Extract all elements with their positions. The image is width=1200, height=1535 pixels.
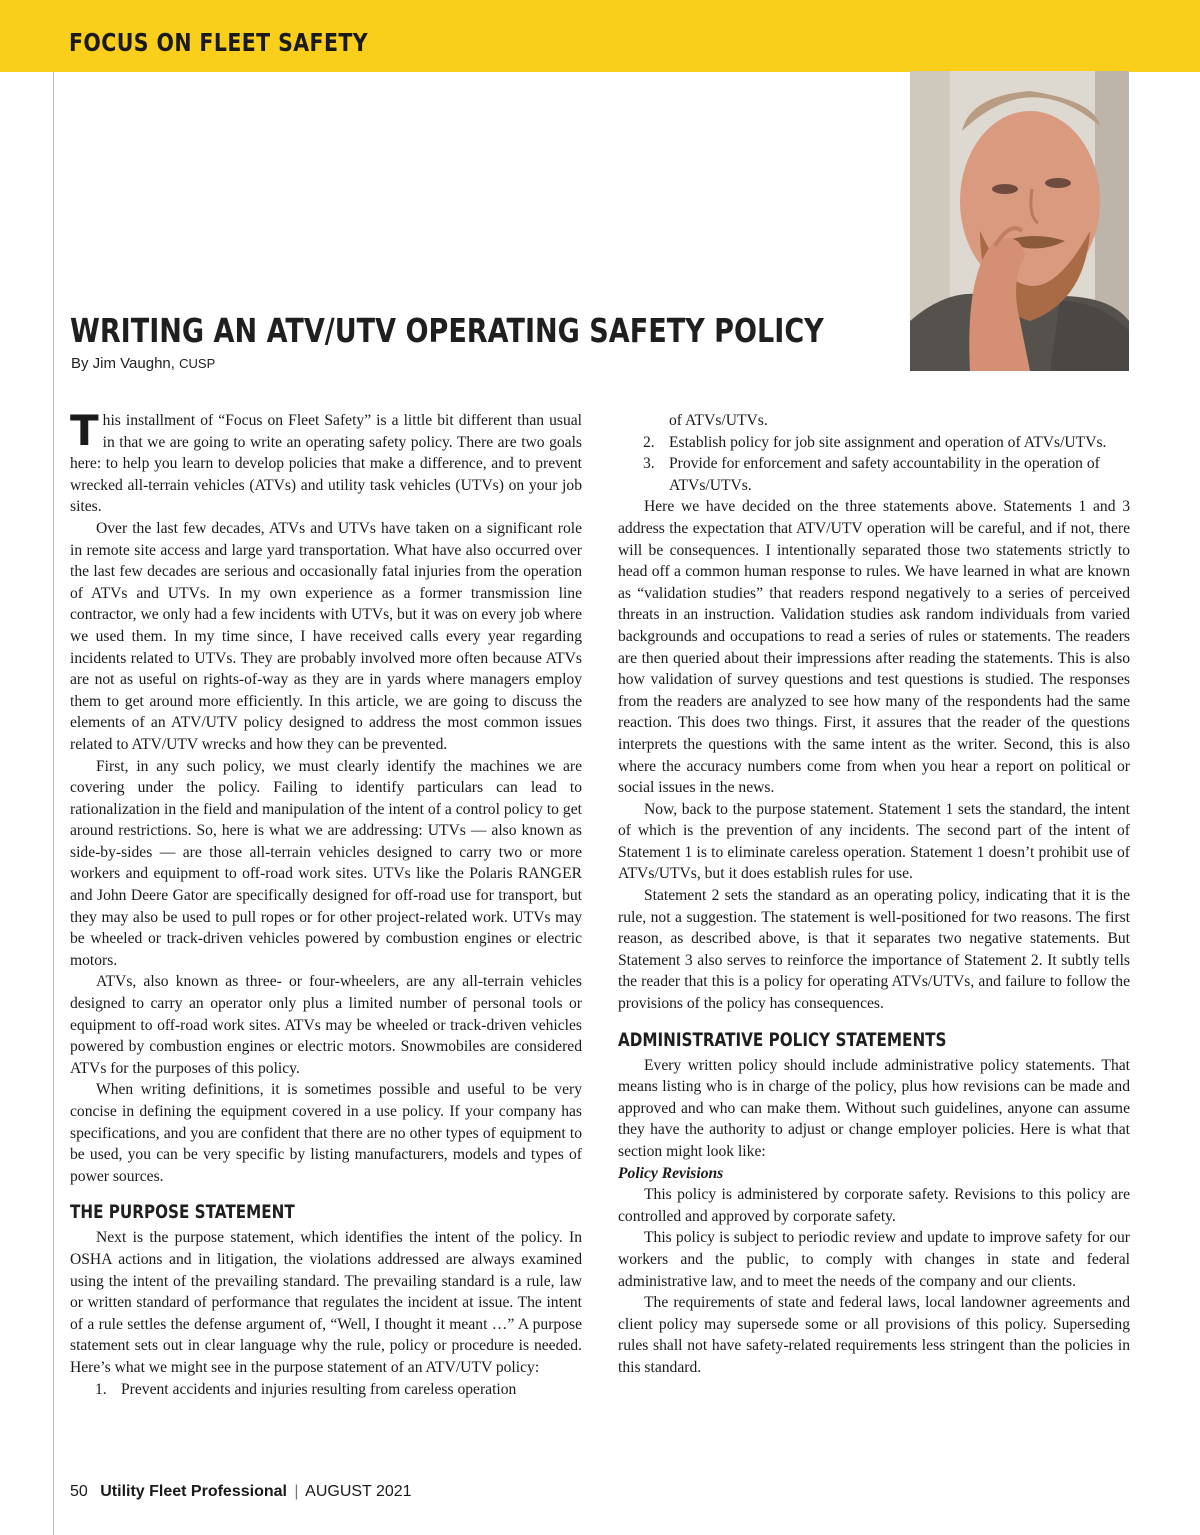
list-number: 2. — [643, 433, 655, 451]
paragraph: When writing definitions, it is sometimes possible and useful to be very concise in defining the equipment covered in a use policy. If your company has specifications, and you are confident that there are no other types of equipment to be used, you can be very specific by listing manufacturers, models and types of power sources. — [70, 1081, 582, 1185]
byline-credential: CUSP — [179, 356, 216, 371]
paragraph: Now, back to the purpose statement. Statement 1 sets the standard, the intent of which is the prevention of any incidents. The second part of the intent of Statement 1 is to eliminate careless operation. Statement 1 doesn’t prohibit use of ATVs/UTVs, but it does establish rules for use. — [618, 800, 1130, 883]
paragraph: This policy is subject to periodic review and update to improve safety for our workers and the public, to comply with changes in state and federal administrative law, and to meet the needs of the company and our clients. — [618, 1229, 1130, 1290]
paragraph: Over the last few decades, ATVs and UTVs have taken on a significant role in remote site access and large yard transportation. What have also occurred over the last few decades are serious and occasionally fatal injuries from the operation of ATVs and UTVs. In my own experience as a former transmission line contractor, we only had a few incidents with UTVs, but it was on every job where we used them. In my time since, I have received calls every year regarding incidents related to UTVs. They are probably involved more often because ATVs are not as useful on rights-of-way as they are in yards where managers employ them to get around more efficiently. In this article, we are going to discuss the elements of an ATV/UTV policy designed to address the most common issues related to ATV/UTV wrecks and how they can be prevented. — [70, 519, 582, 753]
article-title: WRITING AN ATV/UTV OPERATING SAFETY POLICY — [70, 311, 824, 350]
list-item — [618, 432, 1130, 454]
paragraph: Here we have decided on the three statements above. Statements 1 and 3 address the expectation that ATV/UTV operation will be careful, and if not, there will be consequences. I intentionally separated those two statements strictly to head off a common human response to rules. We have learned in what are known as “validation studies” that readers respond negatively to a series of perceived threats in an instruction. Validation studies ask random individuals from varied backgrounds and occupations to read a series of rules or statements. The readers are then queried about their impressions after reading the statements. This is also how validation of survey questions and test questions is studied. The responses from the readers are analyzed to see how many of the respondents had the same reaction. This does two things. First, it assures that the reader of the questions interprets the questions with the same intent as the writer. Second, this is also where the accuracy numbers come from when you hear a report on political or social issues in the news. — [618, 498, 1130, 797]
paragraph: The requirements of state and federal laws, local landowner agreements and client policy may supersede some or all provisions of this policy. Superseding rules shall not have safety-related requirements less stringent than the policies in this standard. — [618, 1294, 1130, 1376]
byline-author: By Jim Vaughn, — [71, 355, 175, 372]
section-title: FOCUS ON FLEET SAFETY — [69, 28, 369, 57]
author-photo — [910, 71, 1129, 371]
paragraph: This policy is administered by corporate safety. Revisions to this policy are controlled and approved by corporate safety. — [618, 1186, 1130, 1225]
paragraph: Statement 2 sets the standard as an operating policy, indicating that it is the rule, not a suggestion. The statement is well-positioned for two reasons. The first reason, as described above, is that it separates two negative statements. But Statement 3 also serves to reinforce the importance of Statement 2. It subtly tells the reader that this is a policy for operating ATVs/UTVs, and failure to follow the provisions of the policy has consequences. — [618, 887, 1130, 1013]
paragraph: Every written policy should include administrative policy statements. That means listing who is in charge of the policy, plus how revisions can be made and approved and who can make them. Without such guidelines, anyone can assume they have the authority to adjust or change employer policies. Here is what that section might look like: — [618, 1056, 1130, 1160]
footer-separator: | — [294, 1483, 299, 1500]
list-text: Prevent accidents and injuries resulting from careless operation — [121, 1380, 517, 1398]
paragraph: Next is the purpose statement, which identifies the intent of the policy. In OSHA actions and in litigation, the violations addressed are always examined using the intent of the prevailing standard. The prevailing standard is a rule, law or written standard of performance that regulates the incident at issue. The intent of a rule settles the defense argument of, “Well, I thought it meant …” A purpose statement sets out in clear language why the rule, policy or procedure is needed. Here’s what we might see in the purpose statement of an ATV/UTV policy: — [70, 1229, 582, 1376]
paragraph: ATVs, also known as three- or four-wheelers, are any all-terrain vehicles designed to carry an operator only plus a limited number of personal tools or equipment to off-road work sites. ATVs may be wheeled or track-driven vehicles powered by combustion engines or electric motors. Snowmobiles are considered ATVs for the purposes of this policy. — [70, 973, 582, 1077]
section-banner — [0, 0, 1200, 72]
publication-name: Utility Fleet Professional — [100, 1483, 287, 1500]
margin-rule — [53, 72, 54, 1535]
list-text: Establish policy for job site assignment and operation of ATVs/UTVs. — [669, 433, 1107, 451]
list-text: Provide for enforcement and safety accountability in the operation of ATVs/UTVs. — [669, 455, 1100, 494]
issue-date: AUGUST 2021 — [305, 1483, 412, 1500]
paragraph: First, in any such policy, we must clearly identify the machines we are covering under the policy. Failing to identify particulars can lead to rationalization in the field and manipulation of the intent of a control policy to get around restrictions. So, here is what we are addressing: UTVs — also known as side-by-sides — are those all-terrain vehicles designed to carry two or more workers and equipment to off-road work sites. UTVs like the Polaris RANGER and John Deere Gator are specifically designed for off-road use for transport, but they may also be used to pull ropes or for other project-related work. UTVs may be wheeled or track-driven vehicles powered by combustion engines or electric motors. — [70, 757, 582, 969]
subheading-policy-revisions: Policy Revisions — [618, 1164, 724, 1182]
list-item — [70, 1379, 582, 1401]
list-item-continuation: of ATVs/UTVs. — [669, 412, 768, 429]
list-number: 1. — [95, 1380, 107, 1398]
byline — [71, 355, 215, 372]
list-number: 3. — [643, 455, 655, 473]
page-footer — [70, 1483, 412, 1501]
column-right — [618, 410, 1130, 1379]
subheading-purpose: THE PURPOSE STATEMENT — [70, 1201, 295, 1224]
list-item — [618, 453, 1130, 496]
subheading-administrative: ADMINISTRATIVE POLICY STATEMENTS — [618, 1028, 947, 1051]
drop-cap: T — [70, 406, 99, 455]
paragraph-intro-text: his installment of “Focus on Fleet Safety” is a little bit different than usual in that we are going to write an operating safety policy. There are two goals here: to help you learn to develop policies that make a difference, and to prevent wrecked all-terrain vehicles (ATVs) and utility task vehicles (UTVs) on your job sites. — [70, 412, 582, 516]
page-number: 50 — [70, 1483, 88, 1500]
purpose-list — [70, 1379, 582, 1401]
paragraph-intro — [70, 406, 582, 518]
purpose-list-continued — [618, 432, 1130, 497]
author-portrait-icon — [910, 71, 1129, 371]
column-left — [70, 406, 582, 1400]
